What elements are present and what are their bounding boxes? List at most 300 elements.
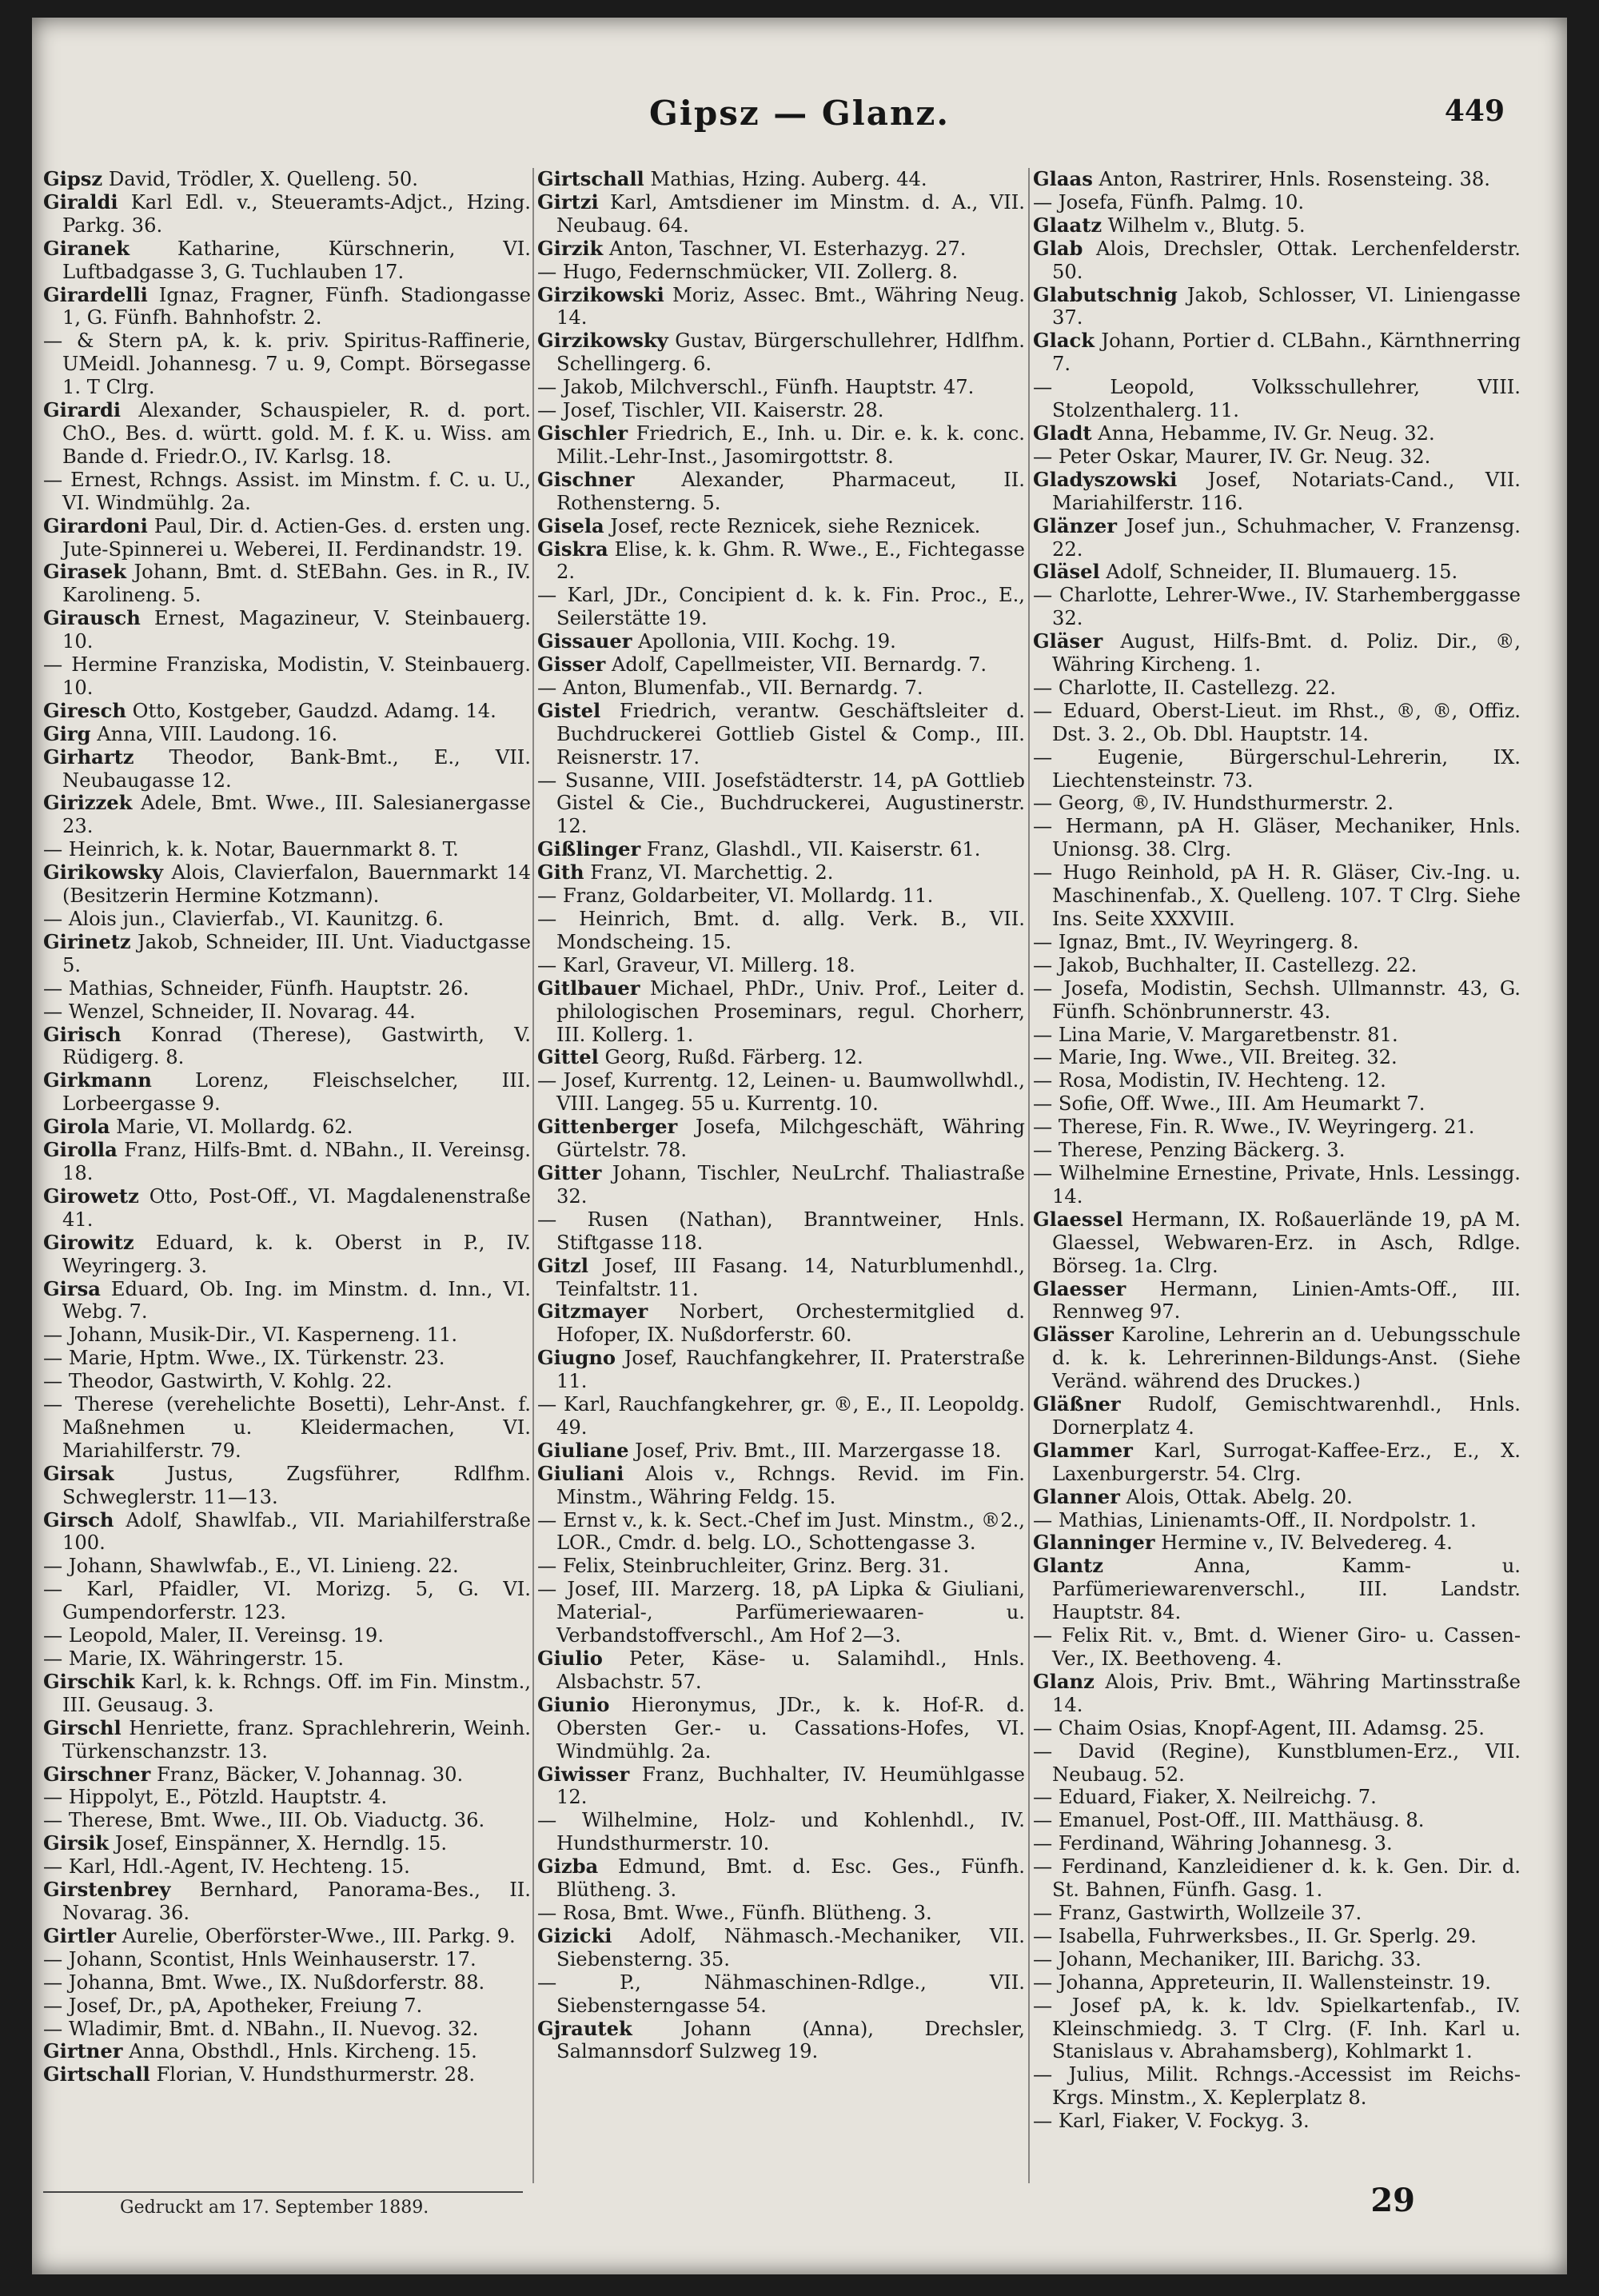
- entry-surname: Giuliani: [537, 1461, 624, 1485]
- entry-details: — Wladimir, Bmt. d. NBahn., II. Nuevog. 32.: [43, 2017, 479, 2040]
- directory-entry: [1033, 1995, 1521, 2064]
- column-1: [43, 168, 531, 2183]
- directory-entry: [1033, 1439, 1521, 1486]
- directory-entry: [1033, 515, 1521, 561]
- entry-details: — Johann, Mechaniker, III. Barichg. 33.: [1033, 1947, 1422, 1971]
- directory-entry: [537, 1509, 1025, 1555]
- directory-entry: [537, 1439, 1025, 1463]
- directory-entry: [43, 607, 531, 653]
- entry-details: Alois, Ottak. Abelg. 20.: [1119, 1485, 1353, 1508]
- directory-entry: [43, 399, 531, 469]
- sheet-signature: 29: [1370, 2182, 1415, 2219]
- entry-surname: Gittel: [537, 1045, 599, 1069]
- entry-details: — Hippolyt, E., Pötzld. Hauptstr. 4.: [43, 1786, 388, 1809]
- entry-surname: Giwisser: [537, 1762, 630, 1786]
- directory-entry: [43, 1832, 531, 1855]
- entry-details: Otto, Kostgeber, Gaudzd. Adamg. 14.: [126, 699, 496, 722]
- entry-surname: Gittenberger: [537, 1115, 678, 1139]
- entry-details: — Rosa, Bmt. Wwe., Fünfh. Blütheng. 3.: [537, 1901, 932, 1924]
- directory-entry: [1033, 284, 1521, 330]
- entry-details: — Ernest, Rchngs. Assist. im Minstm. f. C. u. U., VI. Windmühlg. 2a.: [43, 468, 531, 514]
- directory-entry: [537, 838, 1025, 861]
- entry-details: — Therese (verehelichte Bosetti), Lehr-Anst. f. Maßnehmen u. Kleidermachen, VI. Mariahilferstr. 79.: [43, 1393, 531, 1462]
- directory-entry: [537, 261, 1025, 284]
- entry-details: Josef jun., Schuhmacher, V. Franzensg. 22.: [1052, 514, 1521, 561]
- entry-details: — Hugo, Federnschmücker, VII. Zollerg. 8.: [537, 260, 959, 283]
- directory-entry: [537, 1069, 1025, 1116]
- entry-details: Jakob, Schlosser, VI. Liniengasse 37.: [1052, 283, 1521, 329]
- directory-entry: [1033, 191, 1521, 214]
- entry-details: Franz, Hilfs-Bmt. d. NBahn., II. Vereinsg. 18.: [62, 1139, 531, 1184]
- directory-entry: [43, 2063, 531, 2086]
- directory-entry: [537, 1971, 1025, 2018]
- entry-details: — Wenzel, Schneider, II. Novarag. 44.: [43, 1000, 416, 1023]
- entry-surname: Glammer: [1033, 1438, 1133, 1462]
- entry-surname: Gladt: [1033, 421, 1092, 445]
- entry-surname: Girkmann: [43, 1068, 152, 1092]
- directory-entry: [43, 1855, 531, 1879]
- directory-entry: [1033, 584, 1521, 630]
- entry-surname: Girschner: [43, 1762, 151, 1786]
- directory-entry: [1033, 954, 1521, 977]
- directory-entry: [43, 861, 531, 908]
- entry-details: Wilhelm v., Blutg. 5.: [1102, 214, 1306, 237]
- directory-entry: [43, 1463, 531, 1509]
- entry-surname: Glässer: [1033, 1323, 1114, 1347]
- directory-columns: [43, 168, 1538, 2183]
- entry-details: — Hermann, pA H. Gläser, Mechaniker, Hnls. Unionsg. 38. Clrg.: [1033, 815, 1521, 861]
- entry-details: — Marie, IX. Währingerstr. 15.: [43, 1647, 345, 1670]
- entry-details: — Eduard, Fiaker, X. Neilreichg. 7.: [1033, 1786, 1377, 1809]
- entry-surname: Girisch: [43, 1022, 122, 1046]
- entry-details: Jakob, Schneider, III. Unt. Viaductgasse 5.: [62, 930, 531, 976]
- entry-details: — Rusen (Nathan), Branntweiner, Hnls. Stiftgasse 118.: [537, 1208, 1025, 1254]
- directory-entry: [43, 1278, 531, 1324]
- entry-details: Karl, Surrogat-Kaffee-Erz., E., X. Laxenburgerstr. 54. Clrg.: [1052, 1439, 1521, 1485]
- entry-surname: Girsak: [43, 1461, 114, 1485]
- entry-details: Franz, Bäcker, V. Johannag. 30.: [150, 1763, 464, 1786]
- entry-surname: Glanz: [1033, 1669, 1095, 1693]
- directory-entry: [43, 1647, 531, 1671]
- directory-entry: [43, 792, 531, 838]
- entry-details: Adolf, Nähmasch.-Mechaniker, VII. Siebensterng. 35.: [556, 1924, 1025, 1971]
- entry-surname: Gissauer: [537, 629, 632, 653]
- column-3: [1033, 168, 1521, 2183]
- entry-details: — Marie, Hptm. Wwe., IX. Türkenstr. 23.: [43, 1347, 445, 1370]
- entry-details: Justus, Zugsführer, Rdlfhm. Schweglerstr. 11—13.: [62, 1462, 531, 1508]
- entry-surname: Girardelli: [43, 282, 148, 306]
- directory-entry: [43, 515, 531, 561]
- directory-entry: [1033, 214, 1521, 238]
- directory-entry: [537, 376, 1025, 399]
- entry-details: Franz, VI. Marchettig. 2.: [584, 861, 834, 884]
- entry-details: — Josefa, Modistin, Sechsh. Ullmannstr. 43, G. Fünfh. Schönbrunnerstr. 43.: [1033, 976, 1521, 1023]
- entry-surname: Girsch: [43, 1507, 114, 1531]
- entry-details: — Hermine Franziska, Modistin, V. Steinbauerg. 10.: [43, 653, 531, 699]
- entry-details: Johann, Bmt. d. StEBahn. Ges. in R., IV. Karolineng. 5.: [62, 561, 531, 607]
- entry-details: Alois, Priv. Bmt., Währing Martinsstraße 14.: [1052, 1670, 1521, 1716]
- entry-details: — Theodor, Gastwirth, V. Kohlg. 22.: [43, 1370, 393, 1393]
- entry-details: — Johanna, Appreteurin, II. Wallensteinstr. 19.: [1033, 1971, 1491, 1994]
- entry-surname: Gjrautek: [537, 2016, 632, 2040]
- entry-details: Karl Edl. v., Steueramts-Adjct., Hzing. Parkg. 36.: [62, 190, 531, 237]
- directory-entry: [1033, 1024, 1521, 1047]
- directory-entry: [43, 653, 531, 700]
- directory-entry: [1033, 1786, 1521, 1809]
- directory-entry: [43, 746, 531, 793]
- entry-details: — Karl, JDr., Concipient d. k. k. Fin. Proc., E., Seilerstätte 19.: [537, 584, 1025, 630]
- directory-entry: [43, 1671, 531, 1717]
- entry-details: Karl, Amtsdiener im Minstm. d. A., VII. Neubaug. 64.: [556, 190, 1025, 237]
- entry-details: — Julius, Milit. Rchngs.-Accessist im Reichs-Krgs. Minstm., X. Keplerplatz 8.: [1033, 2063, 1521, 2110]
- directory-entry: [1033, 1139, 1521, 1162]
- entry-details: Hermann, IX. Roßauerlände 19, pA M. Glaessel, Webwaren-Erz. in Asch, Rdlge. Börseg. 1a. Clrg.: [1052, 1208, 1521, 1277]
- entry-surname: Gischner: [537, 467, 635, 491]
- directory-entry: [537, 1162, 1025, 1208]
- directory-entry: [43, 1324, 531, 1347]
- entry-details: Georg, Rußd. Färberg. 12.: [598, 1046, 863, 1069]
- entry-details: Elise, k. k. Ghm. R. Wwe., E., Fichtegasse 2.: [556, 537, 1025, 584]
- directory-entry: [1033, 1531, 1521, 1555]
- entry-details: Eduard, k. k. Oberst in P., IV. Weyringerg. 3.: [62, 1231, 531, 1277]
- entry-surname: Girausch: [43, 606, 141, 630]
- entry-details: — Leopold, Maler, II. Vereinsg. 19.: [43, 1624, 384, 1647]
- entry-surname: Gizba: [537, 1855, 599, 1879]
- directory-entry: [1033, 1486, 1521, 1509]
- directory-entry: [537, 977, 1025, 1047]
- directory-entry: [43, 329, 531, 399]
- entry-details: Franz, Glashdl., VII. Kaiserstr. 61.: [640, 838, 981, 861]
- directory-entry: [1033, 422, 1521, 445]
- directory-entry: [537, 469, 1025, 515]
- directory-entry: [1033, 977, 1521, 1024]
- entry-details: — Ferdinand, Kanzleidiener d. k. k. Gen. Dir. d. St. Bahnen, Fünfh. Gasg. 1.: [1033, 1855, 1521, 1902]
- directory-entry: [1033, 1116, 1521, 1139]
- entry-details: — Ferdinand, Währing Johannesg. 3.: [1033, 1832, 1393, 1855]
- entry-details: — Chaim Osias, Knopf-Agent, III. Adamsg. 25.: [1033, 1716, 1485, 1739]
- directory-entry: [1033, 238, 1521, 284]
- entry-details: — Josef, Dr., pA, Apotheker, Freiung 7.: [43, 1994, 423, 2017]
- entry-details: — Karl, Hdl.-Agent, IV. Hechteng. 15.: [43, 1855, 410, 1879]
- directory-page: [32, 18, 1567, 2274]
- entry-details: Gustav, Bürgerschullehrer, Hdlfhm. Schellingerg. 6.: [556, 329, 1025, 376]
- entry-surname: Girtner: [43, 2039, 123, 2063]
- entry-details: Josef, Rauchfangkehrer, II. Praterstraße 11.: [556, 1347, 1025, 1393]
- entry-surname: Gläsel: [1033, 560, 1100, 584]
- directory-entry: [1033, 1509, 1521, 1532]
- directory-entry: [1033, 2110, 1521, 2133]
- directory-entry: [537, 284, 1025, 330]
- entry-details: — Mathias, Schneider, Fünfh. Hauptstr. 26.: [43, 976, 469, 1000]
- entry-surname: Glaesser: [1033, 1276, 1126, 1300]
- entry-surname: Glab: [1033, 236, 1083, 260]
- entry-surname: Girschik: [43, 1669, 135, 1693]
- entry-surname: Glabutschnig: [1033, 282, 1178, 306]
- entry-details: — Josef, Tischler, VII. Kaiserstr. 28.: [537, 399, 884, 422]
- entry-details: Friedrich, verantw. Geschäftsleiter d. Buchdruckerei Gottlieb Gistel & Comp., III. Reisnerstr. 17.: [556, 699, 1025, 769]
- directory-entry: [43, 1232, 531, 1278]
- footer-rule: [43, 2191, 523, 2193]
- entry-details: Alexander, Schauspieler, R. d. port. ChO., Bes. d. württ. gold. M. f. K. u. Wiss. am Bande d. Friedr.O., IV. Karlsg. 18.: [62, 399, 531, 468]
- directory-entry: [1033, 168, 1521, 191]
- directory-entry: [537, 238, 1025, 261]
- entry-details: Anna, VIII. Laudong. 16.: [90, 722, 338, 745]
- directory-entry: [1033, 1555, 1521, 1624]
- directory-entry: [43, 284, 531, 330]
- directory-entry: [43, 1116, 531, 1139]
- directory-entry: [43, 561, 531, 607]
- entry-surname: Glaas: [1033, 168, 1093, 190]
- directory-entry: [1033, 931, 1521, 954]
- column-divider: [532, 168, 534, 2183]
- entry-surname: Girolla: [43, 1138, 118, 1162]
- directory-entry: [537, 1855, 1025, 1902]
- entry-details: Ignaz, Fragner, Fünfh. Stadiongasse 1, G. Fünfh. Bahnhofstr. 2.: [62, 283, 531, 329]
- entry-details: Otto, Post-Off., VI. Magdalenenstraße 41.: [62, 1184, 531, 1231]
- entry-details: Adolf, Capellmeister, VII. Bernardg. 7.: [605, 653, 987, 677]
- entry-details: Hermine v., IV. Belvedereg. 4.: [1154, 1531, 1453, 1555]
- entry-details: Friedrich, E., Inh. u. Dir. e. k. k. conc. Milit.-Lehr-Inst., Jasomirgottstr. 8.: [556, 421, 1025, 468]
- entry-surname: Girtler: [43, 1923, 117, 1947]
- directory-entry: [1033, 1925, 1521, 1948]
- directory-entry: [43, 1555, 531, 1578]
- directory-entry: [43, 931, 531, 977]
- entry-details: — Lina Marie, V. Margaretbenstr. 81.: [1033, 1023, 1398, 1046]
- entry-surname: Gipsz: [43, 168, 103, 190]
- entry-details: Josef, Einspänner, X. Herndlg. 15.: [109, 1832, 448, 1855]
- directory-entry: [537, 399, 1025, 422]
- directory-entry: [1033, 746, 1521, 793]
- entry-surname: Gitter: [537, 1160, 602, 1184]
- entry-details: — Johann, Musik-Dir., VI. Kasperneng. 11.: [43, 1324, 458, 1347]
- entry-details: — Josef pA, k. k. ldv. Spielkartenfab., IV. Kleinschmiedg. 3. T Clrg. (F. Inh. Karl u. Stanislaus v. Abrahamsberg), Kohlmarkt 1.: [1033, 1994, 1521, 2063]
- directory-entry: [43, 700, 531, 723]
- entry-details: — Josefa, Fünfh. Palmg. 10.: [1033, 190, 1305, 214]
- directory-entry: [43, 1578, 531, 1624]
- entry-details: Karoline, Lehrerin an d. Uebungsschule d. k. k. Lehrerinnen-Bildungs-Anst. (Siehe Veränd. während des Druckes.): [1052, 1324, 1521, 1393]
- directory-entry: [43, 1717, 531, 1763]
- directory-entry: [537, 1208, 1025, 1255]
- directory-entry: [1033, 1832, 1521, 1855]
- entry-details: Josef, recte Reznicek, siehe Reznicek.: [604, 514, 981, 537]
- directory-entry: [43, 238, 531, 284]
- entry-surname: Giraldi: [43, 190, 118, 214]
- entry-surname: Girschl: [43, 1715, 122, 1739]
- directory-entry: [1033, 1208, 1521, 1278]
- entry-details: — Felix, Steinbruchleiter, Grinz. Berg. 31.: [537, 1555, 950, 1578]
- entry-details: — Marie, Ing. Wwe., VII. Breiteg. 32.: [1033, 1046, 1398, 1069]
- directory-entry: [43, 1809, 531, 1832]
- entry-details: — Mathias, Linienamts-Off., II. Nordpolstr. 1.: [1033, 1508, 1477, 1531]
- entry-surname: Gläßner: [1033, 1392, 1121, 1416]
- directory-entry: [1033, 1809, 1521, 1832]
- directory-entry: [43, 1185, 531, 1232]
- entry-details: — Georg, ®, IV. Hundsthurmerstr. 2.: [1033, 792, 1394, 815]
- directory-entry: [43, 908, 531, 931]
- entry-details: Mathias, Hzing. Auberg. 44.: [644, 168, 927, 190]
- entry-details: Anna, Obsthdl., Hnls. Kircheng. 15.: [122, 2040, 477, 2063]
- directory-entry: [43, 1624, 531, 1647]
- directory-entry: [43, 191, 531, 238]
- entry-surname: Girtschall: [43, 2062, 150, 2086]
- directory-entry: [1033, 815, 1521, 861]
- entry-details: Franz, Buchhalter, IV. Heumühlgasse 12.: [556, 1763, 1025, 1809]
- entry-details: — Susanne, VIII. Josefstädterstr. 14, pA Gottlieb Gistel & Cie., Buchdruckerei, Augustinerstr. 12.: [537, 769, 1025, 838]
- directory-entry: [43, 1000, 531, 1024]
- directory-entry: [1033, 1855, 1521, 1902]
- entry-details: — Therese, Penzing Bäckerg. 3.: [1033, 1139, 1346, 1162]
- entry-details: — Therese, Bmt. Wwe., III. Ob. Viaductg. 36.: [43, 1809, 485, 1832]
- directory-entry: [43, 1347, 531, 1370]
- entry-details: — Ernst v., k. k. Sect.-Chef im Just. Minstm., ®2., LOR., Cmdr. d. belg. LO., Schottengasse 3.: [537, 1508, 1025, 1555]
- directory-entry: [43, 1069, 531, 1116]
- entry-details: Peter, Käse- u. Salamihdl., Hnls. Alsbachstr. 57.: [556, 1647, 1025, 1693]
- directory-entry: [537, 653, 1025, 677]
- entry-details: Theodor, Bank-Bmt., E., VII. Neubaugasse 12.: [62, 745, 531, 792]
- directory-entry: [537, 954, 1025, 977]
- column-2: [537, 168, 1025, 2183]
- entry-details: Katharine, Kürschnerin, VI. Luftbadgasse 3, G. Tuchlauben 17.: [62, 237, 531, 283]
- entry-surname: Glänzer: [1033, 513, 1117, 537]
- entry-surname: Gisser: [537, 653, 606, 677]
- directory-entry: [1033, 792, 1521, 815]
- entry-surname: Glaatz: [1033, 213, 1103, 237]
- entry-surname: Giunio: [537, 1692, 610, 1716]
- entry-details: Johann, Tischler, NeuLrchf. Thaliastraße 32.: [556, 1161, 1025, 1208]
- entry-details: Rudolf, Gemischtwarenhdl., Hnls. Dornerplatz 4.: [1052, 1393, 1521, 1439]
- entry-details: — Johann, Scontist, Hnls Weinhauserstr. 17.: [43, 1947, 477, 1971]
- entry-details: Johann (Anna), Drechsler, Salmannsdorf Sulzweg 19.: [556, 2017, 1025, 2063]
- directory-entry: [537, 168, 1025, 191]
- entry-details: Anton, Rastrirer, Hnls. Rosensteing. 38.: [1092, 168, 1490, 190]
- directory-entry: [43, 168, 531, 191]
- entry-surname: Girsik: [43, 1831, 110, 1855]
- entry-details: Hermann, Linien-Amts-Off., III. Rennweg 97.: [1052, 1277, 1521, 1324]
- entry-details: Henriette, franz. Sprachlehrerin, Weinh. Türkenschanzstr. 13.: [62, 1716, 531, 1763]
- entry-surname: Girstenbrey: [43, 1878, 171, 1902]
- directory-entry: [537, 884, 1025, 908]
- entry-details: Edmund, Bmt. d. Esc. Ges., Fünfh. Blütheng. 3.: [556, 1855, 1025, 1902]
- directory-entry: [537, 1647, 1025, 1694]
- directory-entry: [537, 861, 1025, 884]
- directory-entry: [1033, 1069, 1521, 1092]
- entry-details: Bernhard, Panorama-Bes., II. Novarag. 36.: [62, 1879, 531, 1924]
- entry-details: — Leopold, Volksschullehrer, VIII. Stolzenthalerg. 11.: [1033, 376, 1521, 422]
- entry-surname: Giresch: [43, 698, 126, 722]
- entry-details: Apollonia, VIII. Kochg. 19.: [632, 630, 896, 653]
- directory-entry: [537, 700, 1025, 769]
- entry-details: — Ignaz, Bmt., IV. Weyringerg. 8.: [1033, 930, 1359, 953]
- entry-surname: Girzik: [537, 236, 604, 260]
- entry-details: — Heinrich, Bmt. d. allg. Verk. B., VII. Mondscheing. 15.: [537, 908, 1025, 953]
- directory-entry: [537, 1255, 1025, 1301]
- directory-entry: [43, 1879, 531, 1925]
- entry-surname: Giulio: [537, 1647, 603, 1670]
- entry-details: Adele, Bmt. Wwe., III. Salesianergasse 23.: [62, 792, 531, 838]
- directory-entry: [43, 2040, 531, 2063]
- entry-details: Florian, V. Hundsthurmerstr. 28.: [150, 2063, 476, 2086]
- entry-details: — Jakob, Buchhalter, II. Castellezg. 22.: [1033, 953, 1418, 976]
- directory-entry: [1033, 677, 1521, 700]
- directory-entry: [43, 1393, 531, 1463]
- entry-details: Konrad (Therese), Gastwirth, V. Rüdigerg. 8.: [62, 1023, 531, 1069]
- entry-details: — Karl, Graveur, VI. Millerg. 18.: [537, 953, 855, 976]
- directory-entry: [1033, 700, 1521, 746]
- directory-entry: [1033, 630, 1521, 677]
- directory-entry: [1033, 469, 1521, 515]
- entry-details: Norbert, Orchestermitglied d. Hofoper, IX. Nußdorferstr. 60.: [556, 1300, 1025, 1347]
- entry-surname: Girg: [43, 721, 91, 745]
- directory-entry: [1033, 445, 1521, 469]
- directory-entry: [1033, 1624, 1521, 1671]
- entry-details: — Therese, Fin. R. Wwe., IV. Weyringerg. 21.: [1033, 1116, 1475, 1139]
- entry-surname: Girzikowsky: [537, 329, 668, 353]
- directory-entry: [537, 1300, 1025, 1347]
- entry-details: — Jakob, Milchverschl., Fünfh. Hauptstr. 47.: [537, 376, 975, 399]
- entry-details: — Isabella, Fuhrwerksbes., II. Gr. Sperlg. 29.: [1033, 1924, 1477, 1947]
- page-header-title: Gipsz — Glanz.: [649, 94, 950, 133]
- directory-entry: [537, 1694, 1025, 1763]
- directory-entry: [537, 769, 1025, 839]
- entry-surname: Glaessel: [1033, 1207, 1123, 1231]
- directory-entry: [1033, 1971, 1521, 1995]
- directory-entry: [43, 2018, 531, 2041]
- directory-entry: [43, 1971, 531, 1995]
- entry-details: — & Stern pA, k. k. priv. Spiritus-Raffinerie, UMeidl. Johannesg. 7 u. 9, Compt. Börsegasse 1. T Clrg.: [43, 329, 531, 399]
- entry-surname: Gith: [537, 861, 584, 884]
- entry-surname: Giskra: [537, 537, 608, 561]
- directory-entry: [537, 1902, 1025, 1925]
- entry-details: Adolf, Shawlfab., VII. Mariahilferstraße 100.: [62, 1508, 531, 1555]
- entry-details: — Heinrich, k. k. Notar, Bauernmarkt 8. T.: [43, 838, 459, 861]
- entry-details: — Wilhelmine, Holz- und Kohlenhdl., IV. Hundsthurmerstr. 10.: [537, 1809, 1025, 1855]
- directory-entry: [1033, 861, 1521, 931]
- entry-details: Josef, Priv. Bmt., III. Marzergasse 18.: [628, 1439, 1002, 1462]
- directory-entry: [43, 1925, 531, 1948]
- column-divider: [1028, 168, 1030, 2183]
- entry-surname: Girowetz: [43, 1184, 139, 1208]
- directory-entry: [537, 2018, 1025, 2064]
- directory-entry: [537, 677, 1025, 700]
- entry-surname: Girola: [43, 1115, 110, 1139]
- entry-details: Alexander, Pharmaceut, II. Rothensterng. 5.: [556, 468, 1025, 514]
- entry-surname: Gistel: [537, 698, 601, 722]
- directory-entry: [537, 1463, 1025, 1509]
- directory-entry: [537, 630, 1025, 653]
- entry-details: Moriz, Assec. Bmt., Währing Neug. 14.: [556, 283, 1025, 329]
- entry-surname: Glantz: [1033, 1554, 1104, 1578]
- entry-surname: Glanner: [1033, 1484, 1120, 1508]
- directory-entry: [43, 1948, 531, 1971]
- entry-surname: Girowitz: [43, 1230, 134, 1254]
- entry-details: — Alois jun., Clavierfab., VI. Kaunitzg. 6.: [43, 908, 445, 930]
- entry-details: Anna, Hebamme, IV. Gr. Neug. 32.: [1091, 421, 1435, 445]
- entry-details: — Franz, Goldarbeiter, VI. Mollardg. 11.: [537, 884, 934, 908]
- directory-entry: [43, 1024, 531, 1070]
- directory-entry: [43, 1509, 531, 1555]
- directory-entry: [1033, 1740, 1521, 1787]
- directory-entry: [1033, 1902, 1521, 1925]
- print-date-footer: Gedruckt am 17. September 1889.: [120, 2198, 429, 2218]
- directory-entry: [1033, 1278, 1521, 1324]
- directory-entry: [1033, 1162, 1521, 1208]
- entry-details: — David (Regine), Kunstblumen-Erz., VII. Neubaug. 52.: [1033, 1739, 1521, 1786]
- directory-entry: [537, 191, 1025, 238]
- entry-details: — Emanuel, Post-Off., III. Matthäusg. 8.: [1033, 1809, 1425, 1832]
- entry-surname: Girardi: [43, 398, 122, 422]
- entry-surname: Girhartz: [43, 745, 134, 769]
- entry-surname: Girardoni: [43, 513, 148, 537]
